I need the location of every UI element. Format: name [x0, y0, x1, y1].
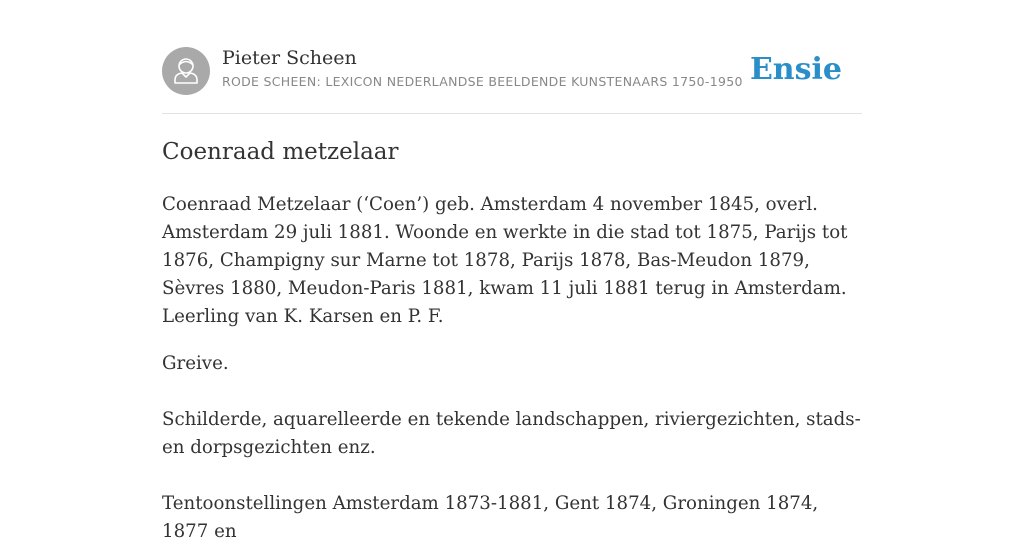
article-paragraph: Greive.: [162, 353, 229, 374]
article-paragraph: Schilderde, aquarelleerde en tekende landschappen, riviergezichten, stads- en dorpsgezichten enz.: [162, 409, 861, 458]
header-divider: [162, 113, 862, 114]
article-content: [162, 136, 862, 546]
user-placeholder-icon: [162, 47, 210, 95]
article-header: [162, 46, 862, 96]
author-name[interactable]: Pieter Scheen: [222, 47, 357, 69]
article-paragraph: Tentoonstellingen Amsterdam 1873-1881, Gent 1874, Groningen 1874, 1877 en: [162, 493, 819, 542]
ensie-logo[interactable]: Ensie: [749, 52, 842, 87]
article-paragraph: Coenraad Metzelaar (‘Coen’) geb. Amsterdam 4 november 1845, overl. Amsterdam 29 juli 1881. Woonde en werkte in die stad tot 1875, Parijs tot 1876, Champigny sur Marne tot 1878, Parijs 1878, Bas-Meudon 1879, Sèvres 1880, Meudon-Paris 1881, kwam 11 juli 1881 terug in Amsterdam. Leerling van K. Karsen en P. F.: [162, 194, 848, 327]
source-title: RODE SCHEEN: LEXICON NEDERLANDSE BEELDENDE KUNSTENAARS 1750-1950: [222, 74, 743, 89]
author-avatar[interactable]: [162, 47, 210, 95]
article-title: Coenraad metzelaar: [162, 139, 399, 165]
